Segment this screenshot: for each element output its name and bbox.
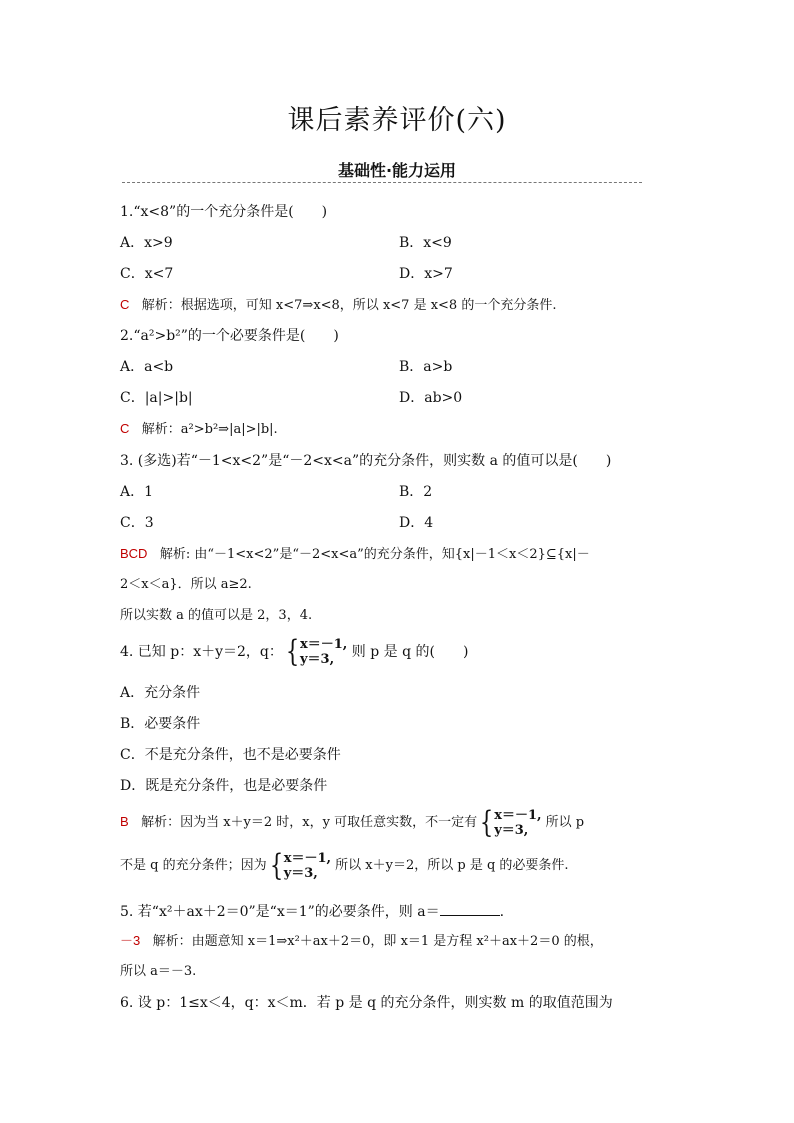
- question-3-option-a: A．1: [120, 484, 154, 500]
- question-2-option-d: D．ab>0: [399, 390, 463, 406]
- question-3-option-b: B．2: [399, 484, 433, 500]
- question-5-explanation-line-1: 解析：由题意知 x＝1⇒x²＋ax＋2＝0，即 x＝1 是方程 x²＋ax＋2＝0 的根，: [152, 934, 603, 949]
- question-2-solution: [120, 420, 278, 439]
- question-3-option-d: D．4: [399, 515, 434, 531]
- question-4-option-a: A．充分条件: [120, 685, 201, 701]
- question-5-stem-suffix: .: [499, 904, 505, 920]
- question-2-option-a: A．a<b: [120, 359, 174, 375]
- question-4-stem: [120, 635, 468, 669]
- question-3-explanation-line-1: 解析: 由“－1<x<2”是“－2<x<a”的充分条件，知{x|－1＜x＜2}⊆{x|－: [159, 547, 590, 562]
- left-brace-icon: {: [285, 634, 300, 669]
- question-4-system-eq1: x＝－1,: [494, 807, 542, 823]
- question-4-explanation-2-suffix: 所以 x＋y＝2，所以 p 是 q 的必要条件.: [331, 858, 569, 873]
- question-5-explanation-line-2: 所以 a＝－3.: [120, 964, 197, 979]
- question-1-solution: [120, 296, 556, 315]
- question-4-system-eq2: y＝3,: [494, 822, 529, 838]
- left-brace-icon: {: [479, 804, 494, 840]
- question-1-option-b: B．x<9: [399, 235, 452, 251]
- question-5-solution: [120, 932, 603, 951]
- question-4-solution-line-1: [120, 805, 584, 840]
- question-4-answer: B: [120, 814, 129, 829]
- question-4-explanation-suffix: 所以 p: [541, 815, 585, 830]
- question-2-option-b: B．a>b: [399, 359, 453, 375]
- question-1-explanation: 解析：根据选项，可知 x<7⇒x<8，所以 x<7 是 x<8 的一个充分条件.: [141, 298, 557, 313]
- question-1-option-d: D．x>7: [399, 266, 453, 282]
- question-4-system-eq1: x＝－1,: [300, 637, 348, 652]
- question-6-stem: 6. 设 p：1≤x＜4，q：x＜m．若 p 是 q 的充分条件，则实数 m 的取值范围为: [120, 995, 613, 1011]
- question-1-option-c: C．x<7: [120, 266, 174, 282]
- question-1-option-a: A．x>9: [120, 235, 173, 251]
- question-4-system-eq1: x＝－1,: [283, 850, 332, 866]
- question-4-system-repeat-1: [477, 804, 542, 840]
- page-title: 课后素养评价(六): [287, 105, 507, 136]
- question-3-answer: BCD: [120, 546, 148, 561]
- section-title: 基础性·能力运用: [337, 161, 457, 180]
- question-2-option-c: C．|a|>|b|: [120, 390, 193, 406]
- question-4-solution-line-2: [120, 849, 569, 883]
- question-4-explanation-prefix: 解析：因为当 x＋y＝2 时，x，y 可取任意实数，不一定有: [141, 815, 478, 830]
- question-1-stem: 1.“x<8”的一个充分条件是( ): [120, 204, 328, 220]
- question-3-explanation-line-3: 所以实数 a 的值可以是 2，3，4.: [120, 608, 313, 623]
- question-2-explanation: 解析：a²>b²⇒|a|>|b|.: [141, 422, 278, 437]
- question-3-explanation-line-2: 2＜x＜a}．所以 a≥2.: [120, 577, 252, 592]
- question-4-option-d: D．既是充分条件，也是必要条件: [120, 778, 328, 794]
- question-2-answer: C: [120, 421, 130, 436]
- question-5-answer: －3: [120, 933, 141, 948]
- question-4-explanation-2-prefix: 不是 q 的充分条件；因为: [120, 858, 267, 873]
- question-4-system-eq2: y＝3,: [300, 652, 335, 667]
- question-4-option-c: C．不是充分条件，也不是必要条件: [120, 747, 341, 763]
- question-4-system: [283, 634, 348, 669]
- question-1-answer: C: [120, 297, 130, 312]
- question-4-system-eq2: y＝3,: [283, 865, 318, 881]
- question-5-stem-prefix: 5. 若“x²＋ax＋2＝0”是“x＝1”的必要条件，则 a＝: [120, 904, 440, 920]
- question-5-stem: [120, 901, 504, 921]
- left-brace-icon: {: [269, 847, 283, 883]
- question-4-stem-suffix: 则 p 是 q 的( ): [347, 644, 469, 660]
- dashed-divider: [122, 182, 642, 183]
- question-2-stem: 2.“a²>b²”的一个必要条件是( ): [120, 328, 339, 344]
- question-3-stem: 3. (多选)若“－1<x<2”是“－2<x<a”的充分条件，则实数 a 的值可以是( ): [120, 453, 612, 469]
- question-4-stem-prefix: 4. 已知 p：x＋y＝2，q：: [120, 644, 283, 660]
- question-4-option-b: B．必要条件: [120, 716, 201, 732]
- answer-blank: [440, 901, 500, 916]
- question-4-system-repeat-2: [267, 847, 332, 883]
- question-3-option-c: C．3: [120, 515, 154, 531]
- question-3-solution: [120, 545, 590, 564]
